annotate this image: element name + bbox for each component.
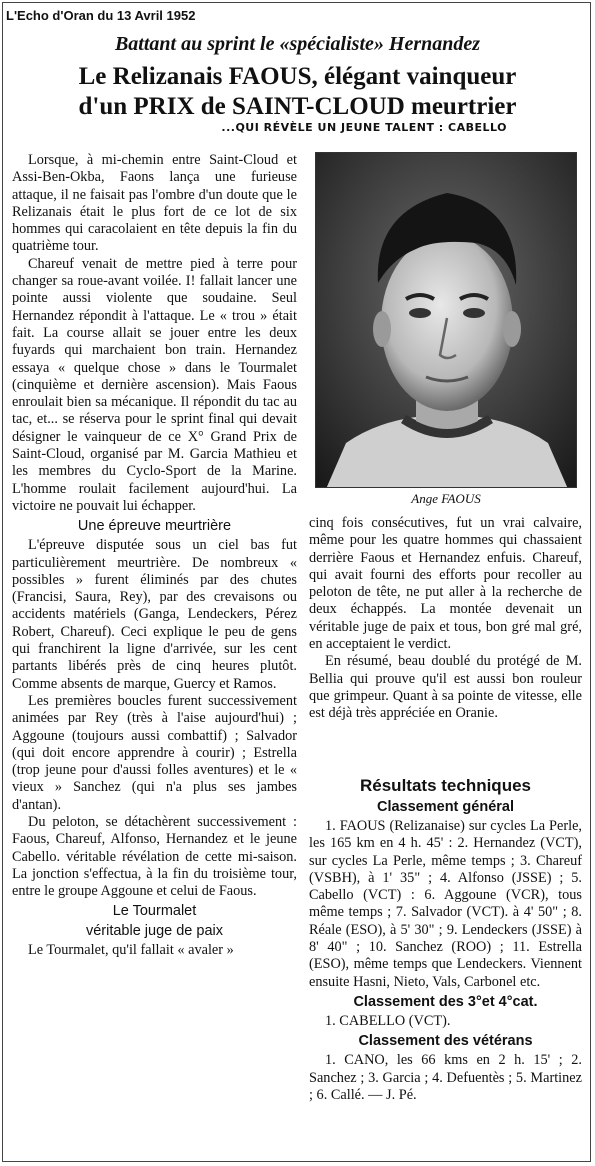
section-heading-epreuve: Une épreuve meurtrière [77, 518, 232, 535]
paragraph: Chareuf venait de mettre pied à terre pour changer sa roue-avant voilée. I! fallait lancer une pointe aussi violente que soudaine. Seul Hernandez répondit à l'attaque. Le « trou » était fait. La course allait se jouer entre les deux fuyards qui marchaient bon train. Hernandez essaya « quelque chose » dans le Tourmalet (cinquième et dernière ascension). Mais Faous enroulait bien sa mécanique. Il répondit du tac au tac, et... se réserva pour le sprint final qui devait désigner le vainqueur de ce X° Grand Prix de Saint-Cloud, organisé par M. Garcia Mathieu et les membres du Cyclo-Sport de la Marine. L'homme roulait facilement aujourd'hui. La victoire ne pouvait lui échapper. [12, 255, 297, 514]
section-heading-tourmalet: Le Tourmalet [112, 903, 197, 920]
paragraph: cinq fois consécutives, fut un vrai calvaire, même pour les quatre hommes qui chassaient derrière Faous et Hernandez enfuis. Chareuf, qui avait fourni des efforts pour recoller au peloton de tête, ne put aller à la recherche de deux échappés. La montée devenait un véritable juge de paix et tous, bon gré mal gré, en acceptaient le verdict. [309, 515, 582, 653]
right-column-text [309, 515, 582, 723]
portrait-illustration [316, 153, 577, 488]
general-results: 1. FAOUS (Relizanaise) sur cycles La Perle, les 165 km en 4 h. 45' : 2. Hernandez (VCT), sur cycles La Perle, même temps ; 3. Chareuf (VSBH), à 1' 35" ; 4. Alfonso (JSSE) ; 5. Cabello (VCT) : 6. Aggoune (VCR), tous même temps ; 7. Salvador (VCT). à 4' 50" ; 8. Réale (ESO), à 5' 30" ; 9. Lendeckers (JSSE) à 8' 40" ; 10. Sanchez (ROO) ; 11. Estrella (ESO), même temps que Lendeckers. Viennent ensuite Hasni, Nieto, Vals, Carbonel etc. [309, 818, 582, 990]
veterans-results: 1. CANO, les 66 kms en 2 h. 15' ; 2. Sanchez ; 3. Garcia ; 4. Defuentès ; 5. Martinez ; 6. Callé. — J. Pé. [309, 1052, 582, 1103]
paragraph: L'épreuve disputée sous un ciel bas fut particulièrement meurtrière. De nombreux « possibles » furent éliminés par des chutes (Francisi, Saura, Rey), par des crevaisons ou accidents matériels (Ganga, Lendeckers, Pérez Robert, Chareuf). Ceci explique le peu de gens qui franchirent la ligne d'arrivée, sur les cent partants libérés près de cinq heures plutôt. Comme absents de marque, Guercy et Ramos. [12, 537, 297, 692]
photo-caption: Ange FAOUS [411, 491, 481, 506]
newspaper-source: L'Echo d'Oran du 13 Avril 1952 [6, 8, 196, 23]
paragraph: Du peloton, se détachèrent successivement : Faous, Chareuf, Alfonso, Hernandez et le jeune Cabello. véritable révélation de cette mi-saison. La jonction s'effectua, à la fin du troisième tour, entre le groupe Aggoune et celui de Faous. [12, 813, 297, 900]
results-title: Résultats techniques [360, 776, 531, 795]
headline-line-2: d'un PRIX de SAINT-CLOUD meurtrier [78, 93, 517, 120]
section-heading-juge: véritable juge de paix [85, 923, 224, 940]
paragraph: Lorsque, à mi-chemin entre Saint-Cloud et Assi-Ben-Okba, Faons lança une furieuse attaque, il ne faisait pas l'ombre d'un doute que le Relizanais était le plus fort de ce lot de six hommes qui caracolaient en tête depuis la fin du quatrième tour. [12, 152, 297, 255]
classement-cat-heading: Classement des 3°et 4°cat. [353, 993, 538, 1010]
kicker-headline: Battant au sprint le «spécialiste» Hernandez [114, 33, 481, 55]
classement-general-heading: Classement général [376, 799, 514, 815]
subheadline: ...QUI RÉVÈLE UN JEUNE TALENT : CABELLO [221, 121, 507, 134]
results-section [309, 776, 582, 1104]
cat-results: 1. CABELLO (VCT). [325, 1012, 451, 1029]
headline-line-1: Le Relizanais FAOUS, élégant vainqueur [78, 63, 517, 90]
classement-veterans-heading: Classement des vétérans [358, 1033, 533, 1050]
paragraph: Le Tourmalet, qu'il fallait « avaler » [28, 942, 234, 959]
paragraph: En résumé, beau doublé du protégé de M. Bellia qui prouve qu'il est aussi bon rouleur que grimpeur. Quant à sa pointe de vitesse, elle est déjà très appréciée en Oranie. [309, 653, 582, 722]
left-column [12, 152, 297, 960]
paragraph: Les premières boucles furent successivement animées par Rey (très à l'aise aujourd'hui) ; Aggoune (toujours aussi combattif) ; Salvador (qui doit encore apprendre à courir) ; Estrella (trop jeune pour d'aussi folles aventures) et le « vieux » Sanchez (qui n'a plus ses jambes d'antan). [12, 692, 297, 813]
portrait-photo [315, 152, 577, 488]
